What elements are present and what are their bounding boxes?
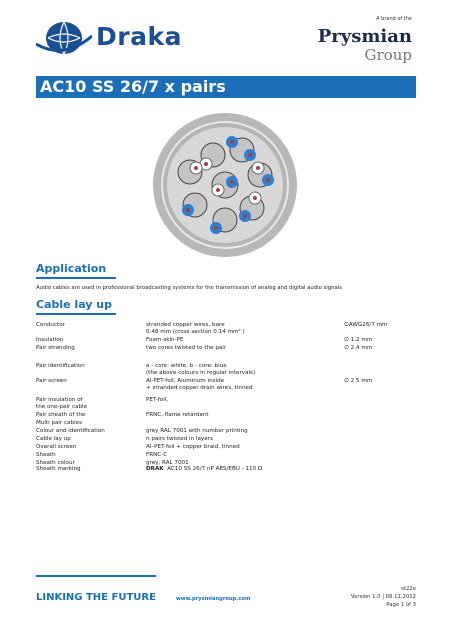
document-version: Version 1.0 | 08.11.2012 (350, 594, 416, 600)
cable-layup-heading-underline (36, 313, 116, 315)
spec-label: Sheath colour (36, 460, 75, 466)
spec-value-line2: (the above colours in regular intervals) (146, 370, 256, 376)
spec-dimension: ∅AWG26/7 mm (344, 322, 388, 328)
spec-value: FRNC-C (146, 452, 168, 458)
spec-value-line2: 0.48 mm (cross section 0.14 mm² ) (146, 329, 245, 335)
spec-label: Pair identification (36, 363, 85, 369)
spec-value: n pairs twisted in layers (146, 436, 213, 442)
application-heading-underline (36, 277, 116, 279)
spec-value-line2: + stranded copper drain wires, tinned (146, 385, 253, 391)
footer-line (36, 575, 156, 577)
footer-url-link[interactable]: www.prysmiangroup.com (176, 596, 251, 602)
spec-label: Insulation (36, 337, 64, 343)
spec-value: Foam-skin-PE (146, 337, 184, 343)
spec-value: grey, RAL 7001 (146, 460, 189, 466)
globe-icon (36, 20, 92, 60)
cable-cross-section-image (150, 110, 300, 260)
spec-label: Pair screen (36, 378, 67, 384)
spec-label: Conductor (36, 322, 65, 328)
spec-label: Sheath (36, 452, 56, 458)
prysmian-logo-text: Prysmian (317, 26, 412, 47)
cable-layup-heading: Cable lay up (36, 298, 112, 311)
spec-label: Sheath marking (36, 466, 81, 472)
spec-value: Al–PET-foil + copper braid, tinned (146, 444, 240, 450)
draka-logo-text: Draka (96, 22, 182, 51)
spec-value: a - core: white, b - core: blue (146, 363, 227, 369)
application-text: Audio cables are used in professional broadcasting systems for the transmission of analog and digital audio signals (36, 285, 342, 291)
spec-label: Pair sheath of the (36, 412, 86, 418)
spec-label: Overall screen (36, 444, 77, 450)
spec-label: Multi pair cables (36, 420, 83, 426)
spec-value: PET-foil, (146, 397, 169, 403)
spec-label: the one-pair cable (36, 404, 88, 410)
page-title: AC10 SS 26/7 x pairs (40, 77, 226, 96)
spec-value: stranded copper wires, bare (146, 322, 225, 328)
spec-value (146, 466, 346, 473)
spec-value: FRNC, flame retardant (146, 412, 209, 418)
group-logo-text: Group (364, 46, 412, 64)
page-number: Page 1 of 3 (386, 602, 416, 608)
spec-value: two cores twisted to the pair (146, 345, 227, 351)
application-heading: Application (36, 262, 107, 275)
spec-dimension: ∅ 1.2 mm (344, 337, 373, 343)
sheath-marking-text: AC10 SS 26/7 nP AES/EBU - 110 Ω (167, 466, 263, 472)
spec-value: grey RAL 7001 with number printing (146, 428, 248, 434)
spec-dimension: ∅ 2.4 mm (344, 345, 373, 351)
spec-value: Al-PET-foil, Aluminum inside (146, 378, 225, 384)
spec-label: Cable lay up (36, 436, 71, 442)
draka-logo (36, 20, 206, 60)
spec-label: Pair insulation of (36, 397, 83, 403)
spec-dimension: ∅ 2.5 mm (344, 378, 373, 384)
sheath-marking-brand: DRAK (146, 466, 164, 472)
document-code: st22e (401, 586, 416, 592)
footer-slogan: LINKING THE FUTURE (36, 592, 156, 603)
spec-label: Colour and identification (36, 428, 105, 434)
brand-of-text: A brand of the (376, 16, 412, 22)
spec-label: Pair stranding (36, 345, 75, 351)
